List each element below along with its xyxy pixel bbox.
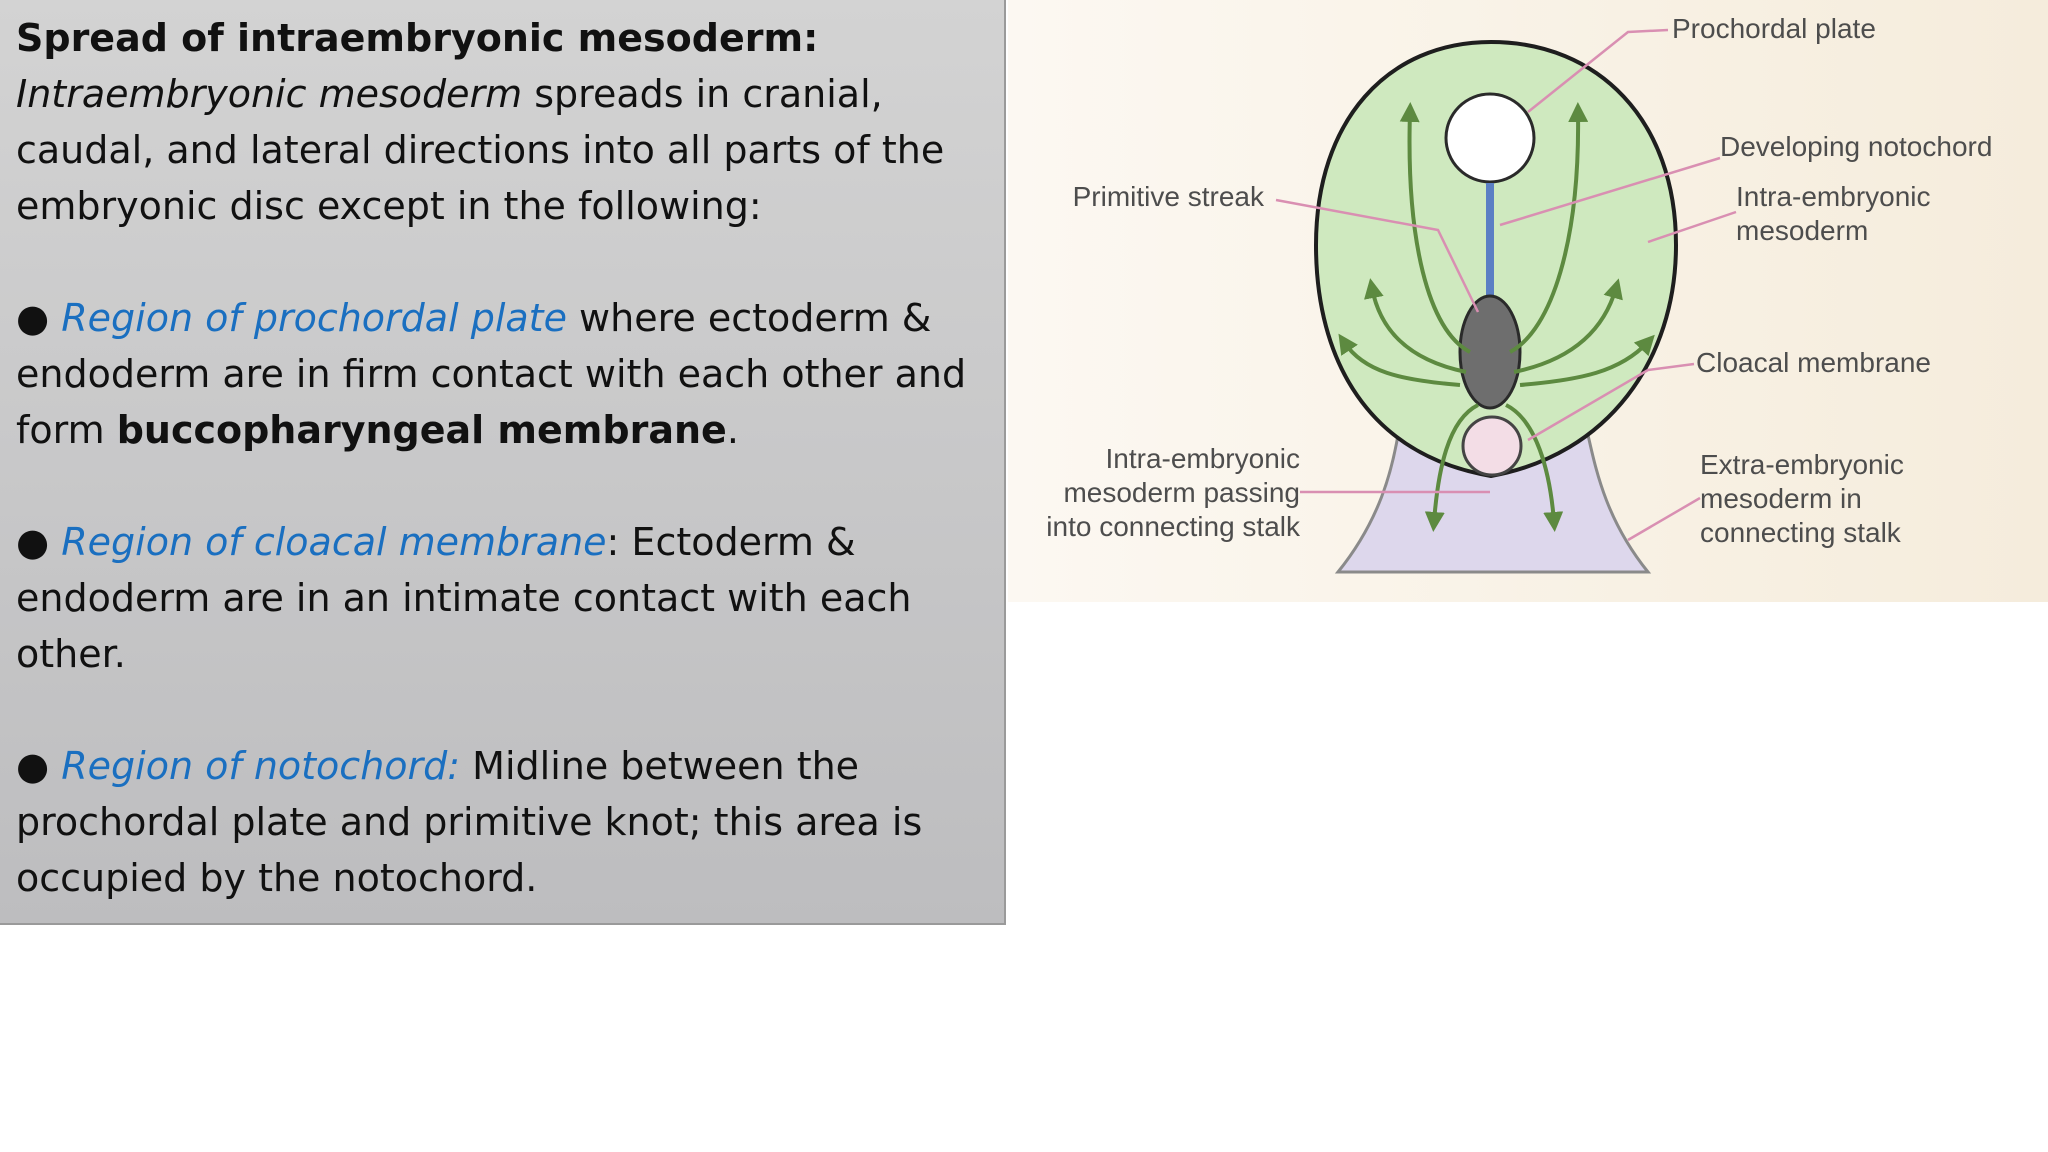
bullet-mark: ● <box>16 744 62 788</box>
label-extra-mesoderm: mesoderm in <box>1700 483 1862 514</box>
bullet-end: . <box>726 408 739 452</box>
bullet-text: Midline between the prochordal plate and primitive knot; this area is occupied by the notochord. <box>16 744 923 900</box>
bullet-prochordal <box>16 290 990 458</box>
bullet-mark: ● <box>16 296 62 340</box>
label-prochordal-plate: Prochordal plate <box>1672 13 1876 44</box>
bullet-text: where ectoderm & endoderm are in firm contact with each other and form <box>16 296 967 452</box>
label-cloacal-membrane: Cloacal membrane <box>1696 347 1931 378</box>
heading-text: Spread of intraembryonic mesoderm: <box>16 16 819 60</box>
prochordal-plate <box>1446 94 1534 182</box>
embryonic-disc-diagram <box>1008 0 2048 602</box>
spacer <box>16 682 990 738</box>
bullet-title: Region of prochordal plate <box>61 296 567 340</box>
spacer <box>16 458 990 514</box>
bullet-mark: ● <box>16 520 62 564</box>
bullet-text: : Ectoderm & endoderm are in an intimate contact with each other. <box>16 520 912 676</box>
label-mesoderm-passing: mesoderm passing <box>1063 477 1300 508</box>
text-panel <box>0 0 1006 925</box>
bullet-cloacal <box>16 514 990 682</box>
diagram-svg <box>1008 0 2048 602</box>
label-extra-mesoderm: connecting stalk <box>1700 517 1901 548</box>
intro-text: spreads in cranial, caudal, and lateral directions into all parts of the embryonic disc except in the following: <box>16 72 945 228</box>
bullet-notochord <box>16 738 990 906</box>
slide-heading <box>16 10 990 66</box>
bullet-title: Region of cloacal membrane <box>61 520 607 564</box>
label-intra-mesoderm: Intra-embryonic <box>1736 181 1931 212</box>
intro-italic: Intraembryonic mesoderm <box>16 72 523 116</box>
label-mesoderm-passing: Intra-embryonic <box>1105 443 1300 474</box>
label-mesoderm-passing: into connecting stalk <box>1046 511 1300 542</box>
label-developing-notochord: Developing notochord <box>1720 131 1993 162</box>
leader-line <box>1628 498 1700 540</box>
spacer <box>16 234 990 290</box>
label-primitive-streak: Primitive streak <box>1072 181 1264 212</box>
label-extra-mesoderm: Extra-embryonic <box>1700 449 1904 480</box>
intro-paragraph <box>16 66 990 234</box>
label-intra-mesoderm: mesoderm <box>1736 215 1869 246</box>
cloacal-membrane <box>1463 417 1521 475</box>
bullet-title: Region of notochord: <box>61 744 461 788</box>
bullet-bold: buccopharyngeal membrane <box>116 408 727 452</box>
